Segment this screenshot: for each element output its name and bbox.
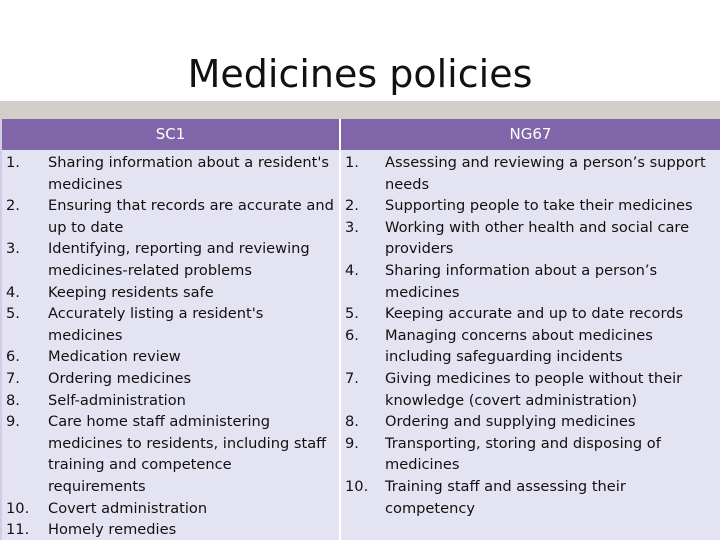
list-item <box>2 282 339 304</box>
ng67-column-header: NG67 <box>341 119 720 150</box>
list-item-line: Transporting, storing and disposing of <box>385 434 661 452</box>
list-item-number: 1. <box>345 154 359 171</box>
list-item <box>341 303 720 325</box>
list-item-text <box>385 303 720 325</box>
list-item-number: 7. <box>6 369 20 387</box>
list-item-line: Giving medicines to people without their <box>385 369 683 387</box>
list-item <box>341 152 720 195</box>
list-item <box>2 519 339 541</box>
list-item-number: 7. <box>345 369 359 387</box>
list-item-number: 2. <box>345 197 359 215</box>
list-item-text <box>48 368 339 390</box>
list-item <box>2 346 339 368</box>
list-item <box>2 238 339 281</box>
list-item-line: Covert administration <box>48 499 208 517</box>
sc1-policy-list <box>2 150 339 541</box>
list-item-number: 5. <box>345 305 359 323</box>
list-item-line: medicines-related problems <box>48 261 252 279</box>
list-item-number: 1. <box>6 154 20 171</box>
list-item-line: Homely remedies <box>48 521 177 539</box>
list-item-line: needs <box>385 175 430 193</box>
list-item-number: 6. <box>6 348 20 366</box>
list-item-text <box>385 152 720 195</box>
list-item-number: 4. <box>345 261 359 279</box>
list-item-number: 6. <box>345 326 359 344</box>
list-item-text <box>48 195 339 238</box>
list-item-number: 3. <box>345 218 359 236</box>
list-item-text <box>385 476 720 519</box>
list-item-number: 4. <box>6 283 20 301</box>
list-item-line: medicines <box>48 175 123 193</box>
list-item-text <box>48 303 339 346</box>
list-item-text <box>48 519 339 541</box>
list-item-line: Training staff and assessing their <box>385 477 626 495</box>
list-item-line: Ensuring that records are accurate and <box>48 197 334 215</box>
list-item <box>341 411 720 433</box>
list-item-line: Ordering and supplying medicines <box>385 413 636 431</box>
list-item-line: Identifying, reporting and reviewing <box>48 240 310 258</box>
list-item-text <box>385 217 720 260</box>
sc1-column-header: SC1 <box>2 119 339 150</box>
list-item-number: 2. <box>6 197 20 215</box>
list-item-text <box>385 411 720 433</box>
list-item-number: 11. <box>6 521 30 539</box>
list-item-line: Managing concerns about medicines <box>385 326 653 344</box>
title-divider-band <box>0 101 720 121</box>
list-item-text <box>48 411 339 497</box>
list-item-text <box>385 368 720 411</box>
policies-table <box>0 119 720 540</box>
list-item-text <box>385 433 720 476</box>
list-item-line: up to date <box>48 218 124 236</box>
list-item-text <box>385 260 720 303</box>
list-item-text <box>48 498 339 520</box>
list-item-number: 3. <box>6 240 20 258</box>
list-item-text <box>48 152 339 195</box>
list-item-number: 9. <box>345 434 359 452</box>
page-title: Medicines policies <box>187 52 533 96</box>
list-item-number: 10. <box>6 499 30 517</box>
ng67-column <box>339 119 720 540</box>
list-item-line: Medication review <box>48 348 181 366</box>
list-item-line: providers <box>385 240 454 258</box>
list-item-line: Keeping residents safe <box>48 283 214 301</box>
list-item <box>2 368 339 390</box>
list-item-line: Ordering medicines <box>48 369 192 387</box>
list-item <box>2 152 339 195</box>
list-item-line: Assessing and reviewing a person’s support <box>385 154 706 171</box>
list-item-number: 5. <box>6 305 20 323</box>
list-item-line: Sharing information about a person’s <box>385 261 658 279</box>
ng67-policy-list <box>341 150 720 519</box>
list-item-line: Keeping accurate and up to date records <box>385 305 684 323</box>
list-item <box>2 303 339 346</box>
list-item-line: Working with other health and social care <box>385 218 690 236</box>
list-item-line: including safeguarding incidents <box>385 348 623 366</box>
list-item-text <box>385 325 720 368</box>
list-item <box>2 411 339 497</box>
list-item-text <box>385 195 720 217</box>
list-item-line: medicines <box>385 283 460 301</box>
list-item-number: 10. <box>345 477 369 495</box>
list-item-number: 9. <box>6 413 20 431</box>
list-item-line: medicines <box>385 456 460 474</box>
list-item-number: 8. <box>6 391 20 409</box>
list-item-line: Accurately listing a resident's <box>48 305 264 323</box>
list-item <box>341 217 720 260</box>
list-item-line: competency <box>385 499 476 517</box>
list-item-line: medicines to residents, including staff <box>48 434 327 452</box>
list-item <box>2 195 339 238</box>
list-item-line: medicines <box>48 326 123 344</box>
list-item <box>341 325 720 368</box>
list-item-line: knowledge (covert administration) <box>385 391 638 409</box>
list-item-line: training and competence <box>48 456 232 474</box>
list-item <box>341 195 720 217</box>
list-item <box>341 433 720 476</box>
list-item-text <box>48 282 339 304</box>
list-item-line: Supporting people to take their medicines <box>385 197 693 215</box>
list-item-line: requirements <box>48 477 146 495</box>
list-item-text <box>48 346 339 368</box>
list-item-line: Self-administration <box>48 391 186 409</box>
sc1-column <box>0 119 339 540</box>
list-item-text <box>48 390 339 412</box>
list-item-number: 8. <box>345 413 359 431</box>
list-item <box>2 390 339 412</box>
list-item <box>341 260 720 303</box>
list-item-line: Care home staff administering <box>48 413 271 431</box>
list-item <box>341 368 720 411</box>
list-item-text <box>48 238 339 281</box>
list-item <box>2 498 339 520</box>
list-item <box>341 476 720 519</box>
list-item-line: Sharing information about a resident's <box>48 154 330 171</box>
